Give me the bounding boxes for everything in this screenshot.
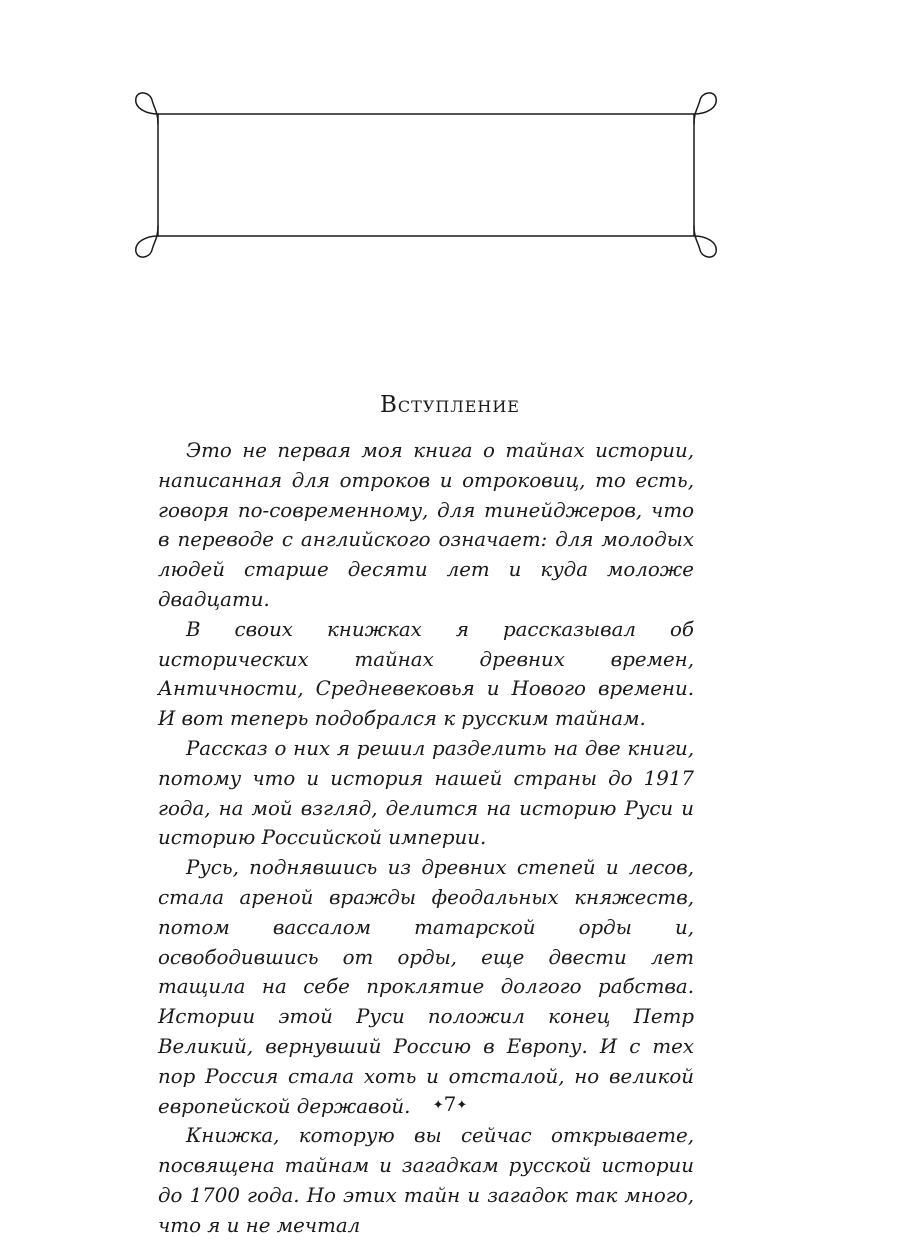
- paragraph: Это не первая моя книга о тайнах истории, написанная для отроков и отроковиц, то есть, говоря по-современному, для тинейджеров, что в переводе с английского означает: для молодых людей старше десяти лет и куда моложе двадцати.: [158, 439, 694, 611]
- paragraph: Рассказ о них я решил разделить на две книги, потому что и история нашей страны до 1917 года, на мой взгляд, делится на историю Руси и историю Российской империи.: [158, 736, 694, 850]
- paragraph: Русь, поднявшись из древних степей и лесов, стала ареной вражды феодальных княжеств, потом вассалом татарской орды и, освободившись от орды, еще двести лет тащила на себе проклятие долгого рабства. Истории этой Руси положил конец Петр Великий, вернувший Россию в Европу. И с тех пор Россия стала хоть и отсталой, но великой европейской державой.: [158, 856, 694, 1118]
- chapter-heading: Вступление: [380, 392, 520, 418]
- body-text: [158, 436, 694, 1241]
- decorative-frame: [132, 86, 722, 266]
- page-number: 7: [443, 1092, 457, 1116]
- page-number-footer: [0, 1092, 900, 1116]
- paragraph: Книжка, которую вы сейчас открываете, посвящена тайнам и загадкам русской истории до 1700 года. Но этих тайн и загадок так много, что я и не мечтал: [158, 1124, 694, 1237]
- paragraph: В своих книжках я рассказывал об исторических тайнах древних времен, Античности, Средневековья и Нового времени. И вот теперь подобрался к русским тайнам.: [158, 617, 694, 731]
- ornament-right-icon: ✦: [456, 1098, 468, 1113]
- ornament-left-icon: ✦: [432, 1098, 444, 1113]
